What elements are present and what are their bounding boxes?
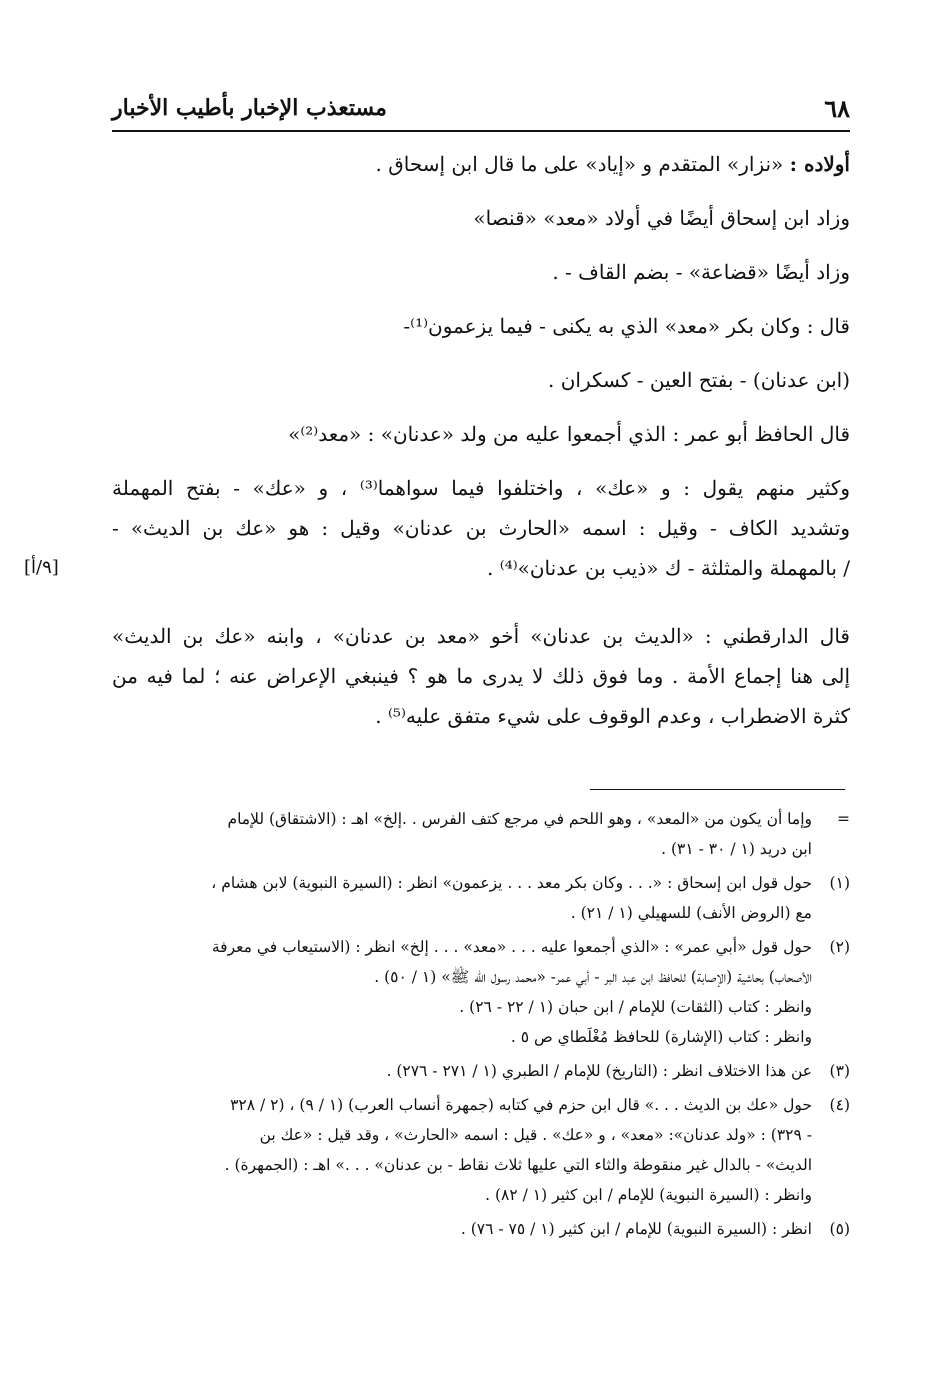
- footnote-number: (١): [829, 874, 850, 892]
- footnote-number: =: [837, 810, 850, 828]
- footnote-line: حول «عك بن الديث . . .» قال ابن حزم في كتابه (جمهرة أنساب العرب) (١ / ٩) ، (٢ / ٣٢٨: [230, 1096, 812, 1114]
- margin-folio-note: [٩/أ]: [24, 557, 59, 578]
- footnote-line: الديث» - بالدال غير منقوطة والثاء التي عليها ثلاث نقاط - بن عدنان» . . .» اهـ : (الجمهرة) .: [224, 1156, 812, 1174]
- footnote: [112, 1090, 850, 1210]
- paragraph-line: قال الدارقطني : «الديث بن عدنان» أخو «معد بن عدنان» ، وابنه «عك بن الديث»: [112, 624, 850, 648]
- footnote-line: حول قول ابن إسحاق : «. . . وكان بكر معد . . . يزعمون» انظر : (السيرة النبوية) لابن هشام ،: [211, 874, 812, 892]
- footnote: [112, 1056, 850, 1086]
- footnote-separator: [590, 789, 845, 790]
- running-header: [112, 86, 850, 132]
- paragraph-line: / بالمهملة والمثلثة - ك «ذيب بن عدنان»⁽⁴⁾ . [٩/أ]: [112, 550, 850, 604]
- footnote-line: وانظر : (السيرة النبوية) للإمام / ابن كثير (١ / ٨٢) .: [485, 1186, 812, 1204]
- paragraph-line: وزاد أيضًا «قضاعة» - بضم القاف - .: [552, 260, 850, 284]
- paragraph-line: وكثير منهم يقول : و «عك» ، واختلفوا فيما سواهما⁽³⁾ ، و «عك» - بفتح المهملة: [112, 476, 851, 500]
- footnote-line: حول قول «أبي عمر» : «الذي أجمعوا عليه . . . «معد» . . . إلخ» انظر : (الاستيعاب في معرفة: [211, 938, 812, 956]
- paragraph-line: أولاده : «نزار» المتقدم و «إياد» على ما قال ابن إسحاق .: [375, 152, 850, 176]
- footnote: [112, 932, 850, 1052]
- paragraph-line: وتشديد الكاف - وقيل : اسمه «الحارث بن عدنان» وقيل : هو «عك بن الديث» -: [112, 516, 850, 540]
- paragraph-line: قال : وكان بكر «معد» الذي به يكنى - فيما يزعمون⁽¹⁾-: [403, 314, 850, 338]
- footnote-number: (٥): [829, 1220, 850, 1238]
- footnote: [112, 868, 850, 928]
- footnote-line: وانظر : كتاب (الإشارة) للحافظ مُغْلَطاي ص ٥ .: [510, 1028, 812, 1046]
- footnotes: [112, 804, 850, 1248]
- footnote-number: (٤): [829, 1096, 850, 1114]
- footnote: [112, 804, 850, 864]
- paragraph-line: (ابن عدنان) - بفتح العين - كسكران .: [548, 368, 850, 392]
- book-title: مستعذب الإخبار بأطيب الأخبار: [112, 95, 387, 121]
- footnote-line: مع (الروض الأنف) للسهيلي (١ / ٢١) .: [570, 904, 812, 922]
- footnote-line: وإما أن يكون من «المعد» ، وهو اللحم في مرجع كتف الفرس . .إلخ» اهـ : (الاشتقاق) للإمام: [227, 810, 812, 828]
- footnote: [112, 1214, 850, 1244]
- footnote-line: - ٣٢٩) : «ولد عدنان»: «معد» ، و «عك» . قيل : اسمه «الحارث» ، وقد قيل : «عك بن: [259, 1126, 812, 1144]
- paragraph-line: قال الحافظ أبو عمر : الذي أجمعوا عليه من ولد «عدنان» : «معد⁽²⁾»: [288, 422, 850, 446]
- footnote-number: (٣): [829, 1062, 850, 1080]
- main-text: [24, 146, 851, 738]
- footnote-number: (٢): [829, 938, 850, 956]
- footnote-line: انظر : (السيرة النبوية) للإمام / ابن كثير (١ / ٧٥ - ٧٦) .: [460, 1220, 812, 1238]
- page-number: ٦٨: [824, 93, 850, 123]
- paragraph-line: إلى هنا إجماع الأمة . وما فوق ذلك لا يدرى ما هو ؟ فينبغي الإعراض عنه ؛ لما فيه من: [112, 664, 850, 688]
- footnote-line: ابن دريد (١ / ٣٠ - ٣١) .: [661, 840, 812, 858]
- footnote-line: وانظر : كتاب (الثقات) للإمام / ابن حبان (١ / ٢٢ - ٢٦) .: [459, 998, 812, 1016]
- footnote-line: الأصحاب) بحاشية (الإصابة) للحافظ ابن عبد البر - أبي عمر- «محمد رسول الله ﷺ» (١ / ٥٠) .: [374, 968, 812, 986]
- paragraph-line: كثرة الاضطراب ، وعدم الوقوف على شيء متفق عليه⁽⁵⁾ .: [375, 704, 850, 728]
- footnote-line: عن هذا الاختلاف انظر : (التاريخ) للإمام / الطبري (١ / ٢٧١ - ٢٧٦) .: [386, 1062, 812, 1080]
- paragraph-line: وزاد ابن إسحاق أيضًا في أولاد «معد» «قنصا»: [473, 206, 850, 230]
